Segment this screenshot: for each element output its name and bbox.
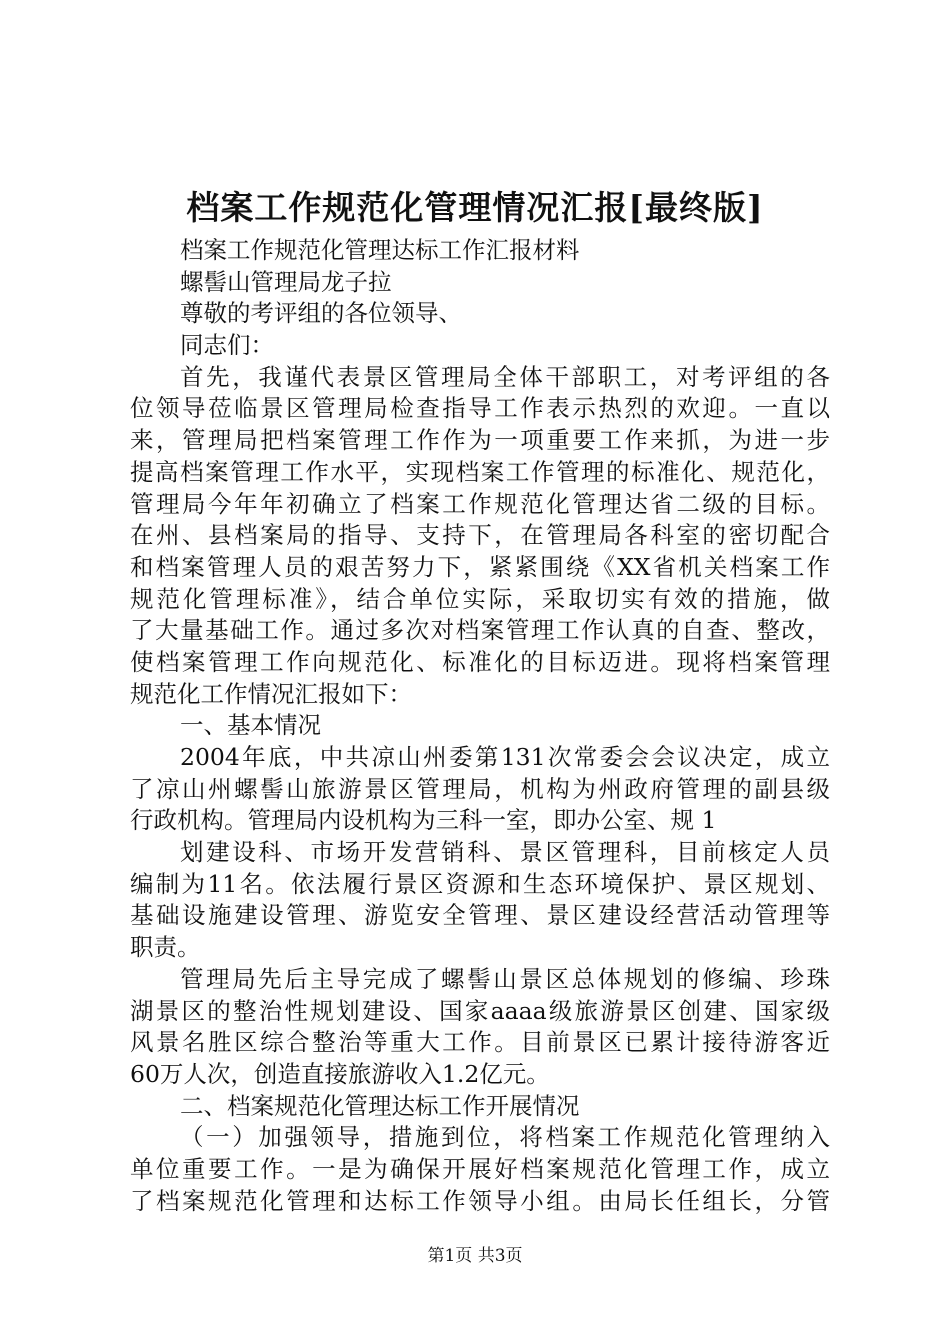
paragraph-line: 位领导莅临景区管理局检查指导工作表示热烈的欢迎。一直以 <box>130 394 830 423</box>
paragraph-line: 管理局今年年初确立了档案工作规范化管理达省二级的目标。 <box>130 489 830 518</box>
paragraph-line: 了大量基础工作。通过多次对档案管理工作认真的自查、整改， <box>130 616 830 645</box>
document-title: 档案工作规范化管理情况汇报[最终版] <box>186 188 764 227</box>
subtitle-line: 档案工作规范化管理达标工作汇报材料 <box>180 236 580 264</box>
paragraph-line: 在州、县档案局的指导、支持下，在管理局各科室的密切配合 <box>130 521 830 550</box>
paragraph-line: 使档案管理工作向规范化、标准化的目标迈进。现将档案管理 <box>130 647 830 676</box>
section-heading: 一、基本情况 <box>180 711 321 740</box>
paragraph-line: 提高档案管理工作水平，实现档案工作管理的标准化、规范化， <box>130 457 830 486</box>
paragraph-line: 划建设科、市场开发营销科、景区管理科，目前核定人员 <box>180 838 830 867</box>
paragraph-line: 管理局先后主导完成了螺髻山景区总体规划的修编、珍珠 <box>180 964 830 993</box>
paragraph-line: 2004年底，中共凉山州委第131次常委会会议决定，成立 <box>180 743 830 771</box>
paragraph-line: （一）加强领导，措施到位，将档案工作规范化管理纳入 <box>180 1123 830 1152</box>
paragraph-line: 首先，我谨代表景区管理局全体干部职工，对考评组的各 <box>180 362 830 391</box>
document-body <box>130 235 830 1217</box>
salutation-line: 同志们： <box>180 331 274 360</box>
page-number-footer: 第1页 共3页 <box>427 1246 523 1266</box>
paragraph-line: 基础设施建设管理、游览安全管理、景区建设经营活动管理等 <box>130 901 830 930</box>
author-line: 螺髻山管理局龙子拉 <box>180 267 392 296</box>
paragraph-line: 编制为11名。依法履行景区资源和生态环境保护、景区规划、 <box>130 869 830 898</box>
section-heading: 二、档案规范化管理达标工作开展情况 <box>180 1091 580 1120</box>
paragraph-line: 职责。 <box>130 933 201 962</box>
paragraph-line: 来，管理局把档案管理工作作为一项重要工作来抓，为进一步 <box>130 426 830 455</box>
paragraph-line: 风景名胜区综合整治等重大工作。目前景区已累计接待游客近 <box>130 1028 830 1057</box>
paragraph-line: 和档案管理人员的艰苦努力下，紧紧围绕《XX省机关档案工作 <box>130 552 830 581</box>
paragraph-line: 行政机构。管理局内设机构为三科一室，即办公室、规 1 <box>130 806 717 835</box>
paragraph-line: 湖景区的整治性规划建设、国家aaaa级旅游景区创建、国家级 <box>130 996 830 1025</box>
paragraph-line: 了档案规范化管理和达标工作领导小组。由局长任组长，分管 <box>130 1186 830 1215</box>
paragraph-line: 了凉山州螺髻山旅游景区管理局，机构为州政府管理的副县级 <box>130 774 830 803</box>
salutation-line: 尊敬的考评组的各位领导、 <box>180 299 462 328</box>
paragraph-line: 单位重要工作。一是为确保开展好档案规范化管理工作，成立 <box>130 1154 830 1183</box>
paragraph-line: 60万人次，创造直接旅游收入1.2亿元。 <box>130 1059 550 1088</box>
paragraph-line: 规范化管理标准》，结合单位实际，采取切实有效的措施，做 <box>130 584 830 613</box>
paragraph-line: 规范化工作情况汇报如下： <box>130 679 412 708</box>
